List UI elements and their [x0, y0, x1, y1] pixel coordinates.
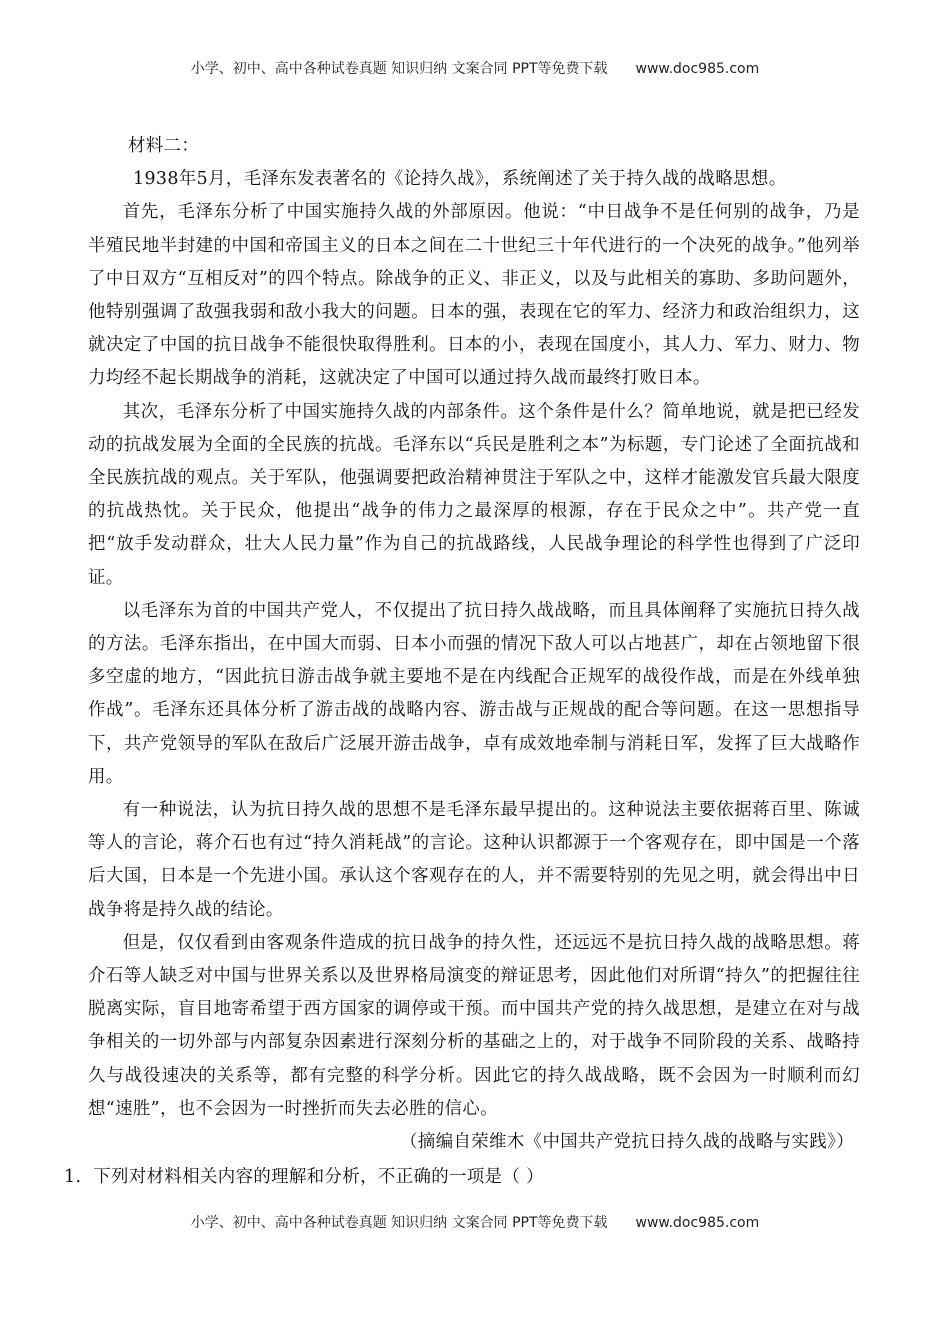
paragraph-intro: 1938年5月，毛泽东发表著名的《论持久战》，系统阐述了关于持久战的战略思想。 [133, 169, 787, 190]
header-site-link[interactable]: www.doc985.com [635, 61, 760, 77]
page-footer [0, 1212, 950, 1232]
paragraph-other-view: 有一种说法，认为抗日持久战的思想不是毛泽东最早提出的。这种说法主要依据蒋百里、陈诚等人的言论，蒋介石也有过“持久消耗战”的言论。这种认识都源于一个客观存在，即中国是一个落后大国，日本是一个先进小国。承认这个客观存在的人，并不需要特别的先见之明，就会得出中日战争将是持久战的结论。 [88, 800, 860, 920]
footer-text: 小学、初中、高中各种试卷真题 知识归纳 文案合同 PPT等免费下载 [190, 1215, 608, 1231]
footer-site-link[interactable]: www.doc985.com [635, 1215, 760, 1231]
header-text: 小学、初中、高中各种试卷真题 知识归纳 文案合同 PPT等免费下载 [190, 61, 608, 77]
paragraph-external-causes: 首先，毛泽东分析了中国实施持久战的外部原因。他说：“中日战争不是任何别的战争，乃是半殖民地半封建的中国和帝国主义的日本之间在二十世纪三十年代进行的一个决死的战争。”他列举了中日双方“互相反对”的四个特点。除战争的正义、非正义，以及与此相关的寡助、多助问题外，他特别强调了敌强我弱和敌小我大的问题。日本的强，表现在它的军力、经济力和政治组织力，这就决定了中国的抗日战争不能很快取得胜利。日本的小，表现在国度小，其人力、军力、财力、物力均经不起长期战争的消耗，这就决定了中国可以通过持久战而最终打败日本。 [88, 202, 860, 389]
question-1: 1．下列对材料相关内容的理解和分析，不正确的一项是（ ） [64, 1167, 544, 1188]
paragraph-internal-conditions: 其次，毛泽东分析了中国实施持久战的内部条件。这个条件是什么？简单地说，就是把已经发动的抗战发展为全面的全民族的抗战。毛泽东以“兵民是胜利之本”为标题，专门论述了全面抗战和全民族抗战的观点。关于军队，他强调要把政治精神贯注于军队之中，这样才能激发官兵最大限度的抗战热忱。关于民众，他提出“战争的伟力之最深厚的根源，存在于民众之中”。共产党一直把“放手发动群众，壮大人民力量”作为自己的抗战路线，人民战争理论的科学性也得到了广泛印证。 [88, 401, 860, 588]
document-body [64, 130, 860, 1195]
material-heading: 材料二： [128, 136, 200, 156]
source-citation: （摘编自荣维木《中国共产党抗日持久战的战略与实践》） [400, 1132, 854, 1153]
page-header [0, 58, 950, 78]
paragraph-methods: 以毛泽东为首的中国共产党人，不仅提出了抗日持久战战略，而且具体阐释了实施抗日持久战的方法。毛泽东指出，在中国大而弱、日本小而强的情况下敌人可以占地甚广，却在占领地留下很多空虚的地方，“因此抗日游击战争就主要地不是在内线配合正规军的战役作战，而是在外线单独作战”。毛泽东还具体分析了游击战的战略内容、游击战与正规战的配合等问题。在这一思想指导下，共产党领导的军队在敌后广泛展开游击战争，卓有成效地牵制与消耗日军，发挥了巨大战略作用。 [88, 600, 860, 787]
paragraph-conclusion: 但是，仅仅看到由客观条件造成的抗日战争的持久性，还远远不是抗日持久战的战略思想。蒋介石等人缺乏对中国与世界关系以及世界格局演变的辩证思考，因此他们对所谓“持久”的把握往往脱离实际，盲目地寄希望于西方国家的调停或干预。而中国共产党的持久战思想，是建立在对与战争相关的一切外部与内部复杂因素进行深刻分析的基础之上的，对于战争不同阶段的关系、战略持久与战役速决的关系等，都有完整的科学分析。因此它的持久战战略，既不会因为一时顺利而幻想“速胜”，也不会因为一时挫折而失去必胜的信心。 [88, 932, 860, 1119]
